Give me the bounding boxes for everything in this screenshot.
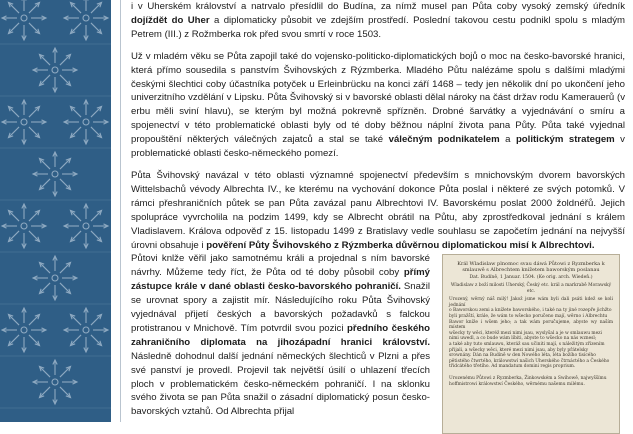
paragraph-wide-part: Půta Švihovský navázal v této oblasti významné spojenectví především s mnichovským dvorem bavorských Wittelsbachů vévody Albrechta IV., ke kterému na vychování dokonce Půta poslal i některé ze svých potomků. V rámci přeshraničních půtek se pan Půta zavázal panu Albrechtovi IV. Bavorskému poslat 2000 žoldnéřů. Jejich spolupráce vyvrcholila na podzim 1499, kdy se Albrecht obrátil na Půtu, aby zprostředkoval jednání s králem Vladislavem. Králova odpověď z 15. listopadu 1499 z Bratislavy vedle souhlasu se započetím jednání na nejvyšší úrovni obsahuje i pověření Půty Švihovského z Rýzmberka důvěrnou diplomatickou misí k Albrechtovi. [131, 169, 625, 251]
document-line: třidcátého třetího. Ad mandatum domini regis proprium. [449, 364, 576, 370]
paragraph-run: v problematické oblasti česko-německého pomezí. [131, 134, 625, 160]
document-line: Urozenému Půtowi z Ryzmberka, Žinkowském a Swihowě, najwyššímu [449, 375, 607, 381]
document-date: Dat. Budíně, 1 Januar. 1504. (Ke orig. arch. Wiedeň.) [469, 275, 593, 280]
document-line: o Baworskou zemi a knížete baworského, i také na ty jiné rozepře jichžto [449, 308, 612, 314]
document-line: pětistého čtwrtého, králowstwí našich Uherského čtrnáctého a Českého [449, 358, 610, 364]
document-line: a také aby tuto smlauwu, kteráž sau učiniti mají, s náležitým zřízením [449, 341, 605, 347]
document-line: nimi uwedl, a co bude wám líbiti, abyste to wšecko na nás wznesl; [449, 336, 597, 342]
document-line: byli pražští, krále, že wám to wšecko poručeno mají, wěrno i Albrechtu [449, 313, 608, 319]
column-divider [120, 0, 121, 422]
paragraph-run: a diplomaticky působit ve zdejším prostředí. Poslední takovou cestu podnikl spolu s mladým Petrem (III.) z Rožmberka rok před svou smrtí v roce 1503. [131, 14, 625, 40]
document-line: přijali, a wšecky wěci, které mezi nimi jsau, aby byly přátelsky [449, 347, 589, 353]
document-line: Bawor kníže i wšem jeho; a tak wám poručujeme, abyste wy naším místem [449, 319, 613, 331]
paragraph-highlight: válečným podnikatelem [388, 134, 500, 146]
document-line: wšecky ty wěci, kteréž mezi nimi jsau, wyslyšal a je w smlauwu mezi [449, 330, 602, 336]
paragraph-run: a [499, 134, 516, 146]
paragraph-run: Následně dohodnul další jednání německých šlechticů v Plzni a přes své panství je provedl. Projevil tak největší úsilí o uhlazení třecích ploch v problematickém česko-německém pohraničí. I na sklonku svého života se pan Půta snažil o zásadní diplomatický posun česko-bavorských vztahů. Od Albrechta přijal [131, 350, 430, 418]
document-line: srownány. Dán na Budíně w den Nowého léta, léta božího tisícého [449, 353, 596, 359]
paragraph-highlight: předního českého zahraničního diplomata na jihozápadní hranici království. [131, 322, 431, 348]
paragraph-highlight: pověření Půty Švihovského z Rýzmberka důvěrnou diplomatickou misí k Albrechtovi. [206, 239, 595, 251]
paragraph-1 [131, 0, 625, 42]
document-salutation: Wladislaw z boží milosti Uherský, Český etc. král a markrabě Morawský etc. [450, 283, 612, 294]
document-heading: Král Wladislaw plnomoc svau dáwá Půtowi z Ryzmberka k smlauwě s Albrechtem knížetem baworským poslanau [457, 261, 605, 273]
document-line: hoffmistrowi králowstwí Českého, wěrnému našemu milému. [449, 381, 585, 387]
paragraph-highlight: politickým strategem [515, 134, 615, 146]
paragraph-run: i v Uherském království a natrvalo přesídlil do Budína, za nímž musel pan Půta coby vysoký zemský úředník [131, 1, 625, 12]
paragraph-2 [131, 50, 625, 161]
paragraph-run: Půtovi knlže věřil jako samotnému králi a projednal s ním bavorské návrhy. Můžeme tedy říct, že Půta od té doby působil coby [131, 253, 430, 279]
historical-document-image [442, 254, 620, 434]
document-body [449, 297, 613, 387]
document-line: Urozený, wěrný náš milý! Jakož jsme wám byli dali psáti kdež se koli jednání [449, 297, 613, 308]
paragraph-highlight: dojíždět do Uher [131, 14, 210, 26]
decorative-sidebar [0, 0, 111, 422]
paragraph-run: Už v mladém věku se Půta zapojil také do vojensko-politicko-diplomatických bojů o moc na česko-bavorské hranici, která přímo sousedila s panstvím Švihovských z Rýzmberka. Mladého Půtu nalézáme spolu s dalšími mladými českými šlechtici coby účastníka potyček u Erleinbrücku na konci září 1468 – tedy jen několik dní po ukončení jeho univerzitního vzdělání v Lipsku. Půta Švihovský si v bavorské oblasti dělal nároky na část držav rodu Kamerauerů (v erbu měli sviní hlavu), se kterým byl možná pokrevně spřízněn. Drobné šarvátky a vyjednávání o smíru a spojenectví v této problematické oblasti byly od té doby běžnou náplní života pana Půty. Půta také vyjednal propouštění některých válečných zajatců a stal se také [131, 50, 625, 146]
paragraph-run: Snažil se urovnat spory a zajistit mír. Následujícího roku Půta Švihovský vyjednával přijetí českých a bavorských požadavků s falckou protistranou v Mnichově. Tím potvrdil svou pozici [131, 281, 430, 334]
compass-arrows-icon [0, 0, 111, 422]
paragraph-highlight: přímý zástupce krále v dané oblasti česko-bavorského pohraničí. [131, 267, 430, 293]
